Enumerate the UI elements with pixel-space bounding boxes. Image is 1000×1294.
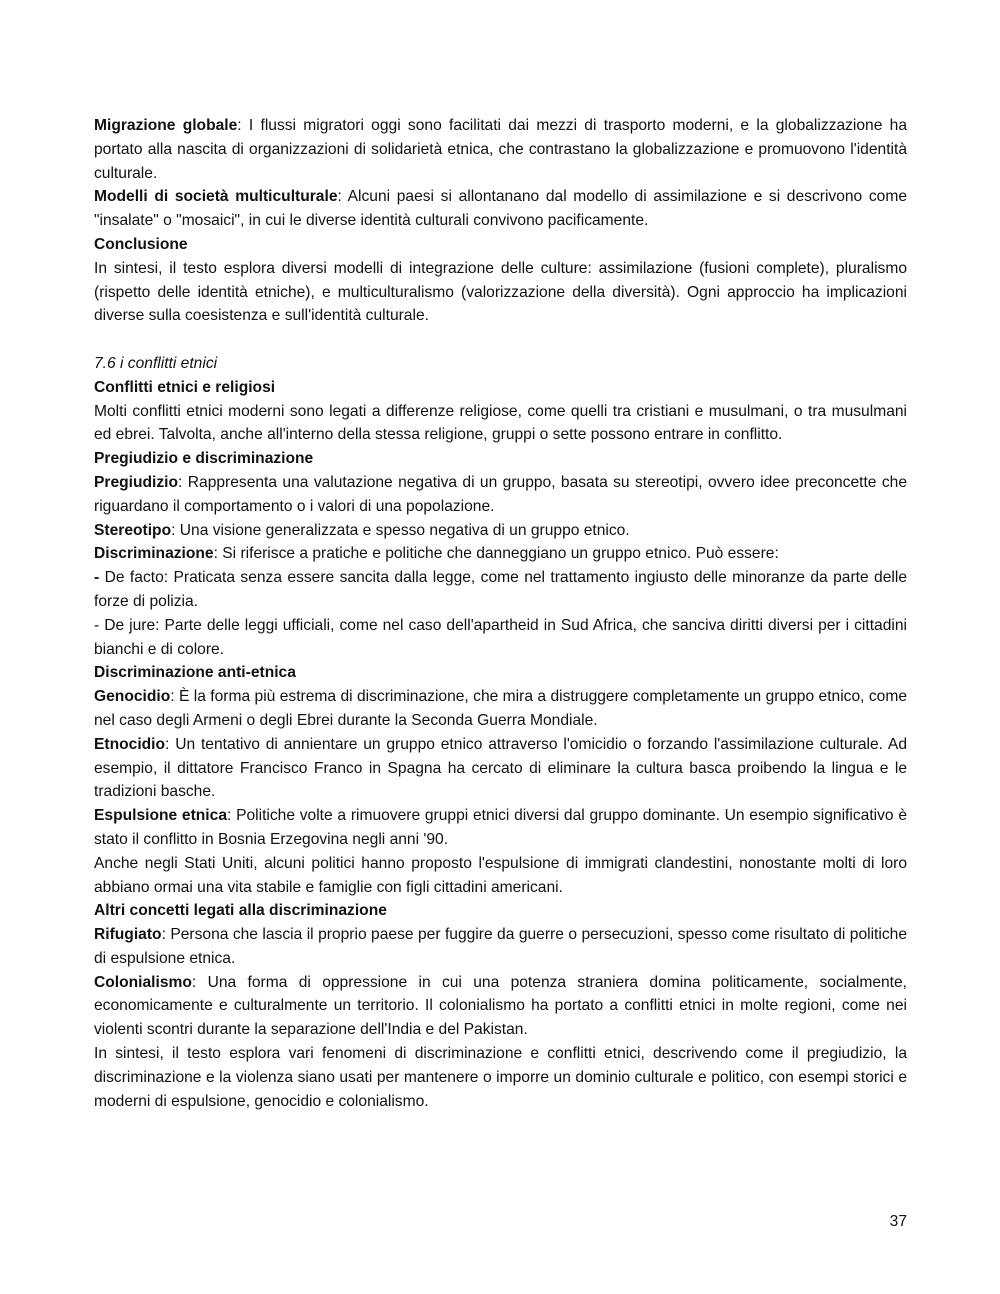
term: Rifugiato [94, 926, 162, 944]
paragraph-rifugiato [94, 923, 907, 971]
spacer [94, 328, 907, 352]
page-number: 37 [889, 1213, 907, 1230]
paragraph-stati-uniti: Anche negli Stati Uniti, alcuni politici hanno proposto l'espulsione di immigrati clandestini, nonostante molti di loro abbiano ormai una vita stabile e famiglie con figli cittadini americani. [94, 854, 907, 896]
term: Modelli di società multiculturale [94, 188, 338, 206]
document-body [94, 114, 907, 1113]
section-title: 7.6 i conflitti etnici [94, 354, 218, 372]
paragraph-stereotipo [94, 519, 907, 543]
paragraph-espulsione [94, 804, 907, 852]
list-dash: - [94, 569, 100, 587]
paragraph-conflitti: Molti conflitti etnici moderni sono legati a differenze religiose, come quelli tra cristiani e musulmani, o tra musulmani ed ebrei. Talvolta, anche all'interno della stessa religione, gruppi o sette possono entrare in conflitto. [94, 402, 907, 444]
definition: : I flussi migratori oggi sono facilitati dai mezzi di trasporto moderni, e la globalizzazione ha portato alla nascita di organizzazioni di solidarietà etnica, che contrastano la globalizzazione e promuovono l'identità culturale. [94, 117, 907, 182]
term: Migrazione globale [94, 117, 238, 134]
heading-conclusione: Conclusione [94, 235, 188, 253]
definition: : Si riferisce a pratiche e politiche che danneggiano un gruppo etnico. Può essere: [213, 545, 779, 563]
heading-conflitti-etnici: Conflitti etnici e religiosi [94, 378, 276, 396]
heading-pregiudizio: Pregiudizio e discriminazione [94, 450, 314, 468]
term: Pregiudizio [94, 473, 179, 491]
paragraph-pregiudizio [94, 471, 907, 519]
term: Etnocidio [94, 735, 166, 753]
paragraph-migrazione-globale [94, 114, 907, 185]
definition: De facto: Praticata senza essere sancita dalla legge, come nel trattamento ingiusto delle minoranze da parte delle forze di polizia. [94, 569, 907, 610]
definition: : Rappresenta una valutazione negativa di un gruppo, basata su stereotipi, ovvero idee preconcette che riguardano il comportamento o i valori di una popolazione. [94, 473, 907, 515]
paragraph-etnocidio [94, 733, 907, 804]
paragraph-genocidio [94, 685, 907, 733]
term: Espulsione etnica [94, 807, 227, 825]
term: Stereotipo [94, 521, 172, 539]
term: Discriminazione [94, 545, 214, 563]
definition: : Persona che lascia il proprio paese per fuggire da guerre o persecuzioni, spesso come risultato di politiche di espulsione etnica. [94, 926, 907, 967]
paragraph-de-jure: - De jure: Parte delle leggi ufficiali, come nel caso dell'apartheid in Sud Africa, che sanciva diritti diversi per i cittadini bianchi e di colore. [94, 616, 907, 658]
heading-altri-concetti: Altri concetti legati alla discriminazione [94, 902, 387, 920]
paragraph-modelli-societa [94, 185, 907, 233]
paragraph-colonialismo [94, 971, 907, 1042]
term: Genocidio [94, 688, 171, 706]
definition: : Politiche volte a rimuovere gruppi etnici diversi dal gruppo dominante. Un esempio significativo è stato il conflitto in Bosnia Erzegovina negli anni '90. [94, 807, 907, 848]
paragraph-conclusione: In sintesi, il testo esplora diversi modelli di integrazione delle culture: assimilazione (fusioni complete), pluralismo (rispetto delle identità etniche), e multiculturalismo (valorizzazione della diversità). Ogni approccio ha implicazioni diverse sulla coesistenza e sull'identità culturale. [94, 259, 907, 325]
definition: : Alcuni paesi si allontanano dal modello di assimilazione e si descrivono come "insalate" o "mosaici", in cui le diverse identità culturali convivono pacificamente. [94, 188, 907, 230]
definition: : È la forma più estrema di discriminazione, che mira a distruggere completamente un gruppo etnico, come nel caso degli Armeni o degli Ebrei durante la Seconda Guerra Mondiale. [94, 688, 907, 729]
paragraph-de-facto [94, 566, 907, 614]
heading-anti-etnica: Discriminazione anti-etnica [94, 664, 296, 682]
definition: : Una forma di oppressione in cui una potenza straniera domina politicamente, socialmente, economicamente e culturalmente un territorio. Il colonialismo ha portato a conflitti etnici in molte regioni, come nei violenti scontri durante la separazione dell'India e del Pakistan. [94, 973, 907, 1039]
definition: : Una visione generalizzata e spesso negativa di un gruppo etnico. [171, 521, 630, 539]
term: Colonialismo [94, 973, 192, 991]
definition: : Un tentativo di annientare un gruppo etnico attraverso l'omicidio o forzando l'assimilazione culturale. Ad esempio, il dittatore Francisco Franco in Spagna ha cercato di eliminare la cultura basca proibendo la lingua e le tradizioni basche. [94, 735, 907, 801]
paragraph-discriminazione [94, 542, 907, 566]
paragraph-sintesi: In sintesi, il testo esplora vari fenomeni di discriminazione e conflitti etnici, descrivendo come il pregiudizio, la discriminazione e la violenza siano usati per mantenere o imporre un dominio culturale e politico, con esempi storici e moderni di espulsione, genocidio e colonialismo. [94, 1045, 907, 1110]
